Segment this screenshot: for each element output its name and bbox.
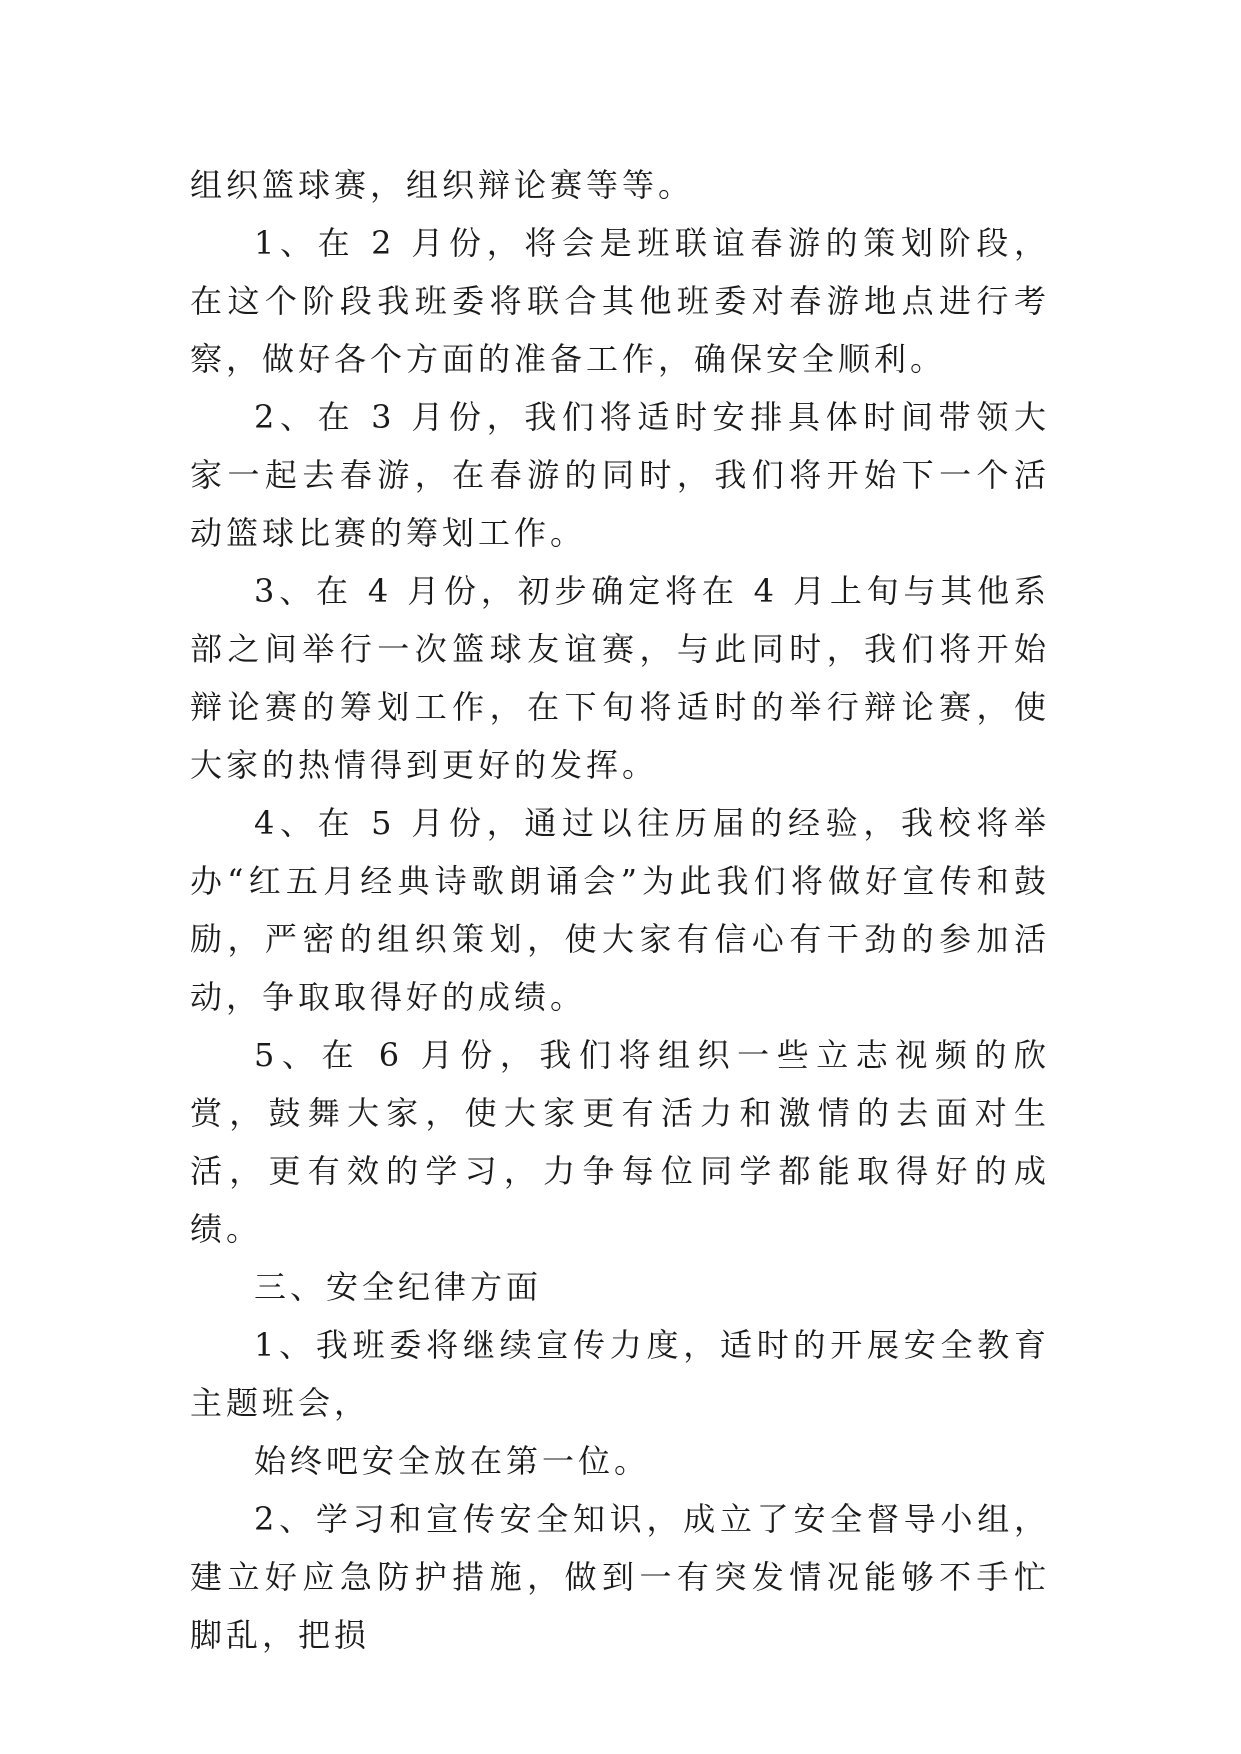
paragraph-4: 3、在 4 月份，初步确定将在 4 月上旬与其他系部之间举行一次篮球友谊赛，与此同时，我们将开始辩论赛的筹划工作，在下旬将适时的举行辩论赛，使大家的热情得到更好的发挥。 [190, 572, 1050, 784]
section-heading: 三、安全纪律方面 [254, 1268, 543, 1306]
paragraph-2: 1、在 2 月份，将会是班联谊春游的策划阶段，在这个阶段我班委将联合其他班委对春游地点进行考察，做好各个方面的准备工作，确保安全顺利。 [190, 224, 1050, 378]
paragraph-6: 5、在 6 月份，我们将组织一些立志视频的欣赏，鼓舞大家，使大家更有活力和激情的去面对生活，更有效的学习，力争每位同学都能取得好的成绩。 [190, 1036, 1050, 1248]
paragraph-1: 组织篮球赛，组织辩论赛等等。 [190, 166, 695, 204]
paragraph-5: 4、在 5 月份，通过以往历届的经验，我校将举办“红五月经典诗歌朗诵会”为此我们将做好宣传和鼓励，严密的组织策划，使大家有信心有干劲的参加活动，争取取得好的成绩。 [190, 804, 1050, 1016]
paragraph-3: 2、在 3 月份，我们将适时安排具体时间带领大家一起去春游，在春游的同时，我们将开始下一个活动篮球比赛的筹划工作。 [190, 398, 1050, 552]
paragraph-10: 2、学习和宣传安全知识，成立了安全督导小组，建立好应急防护措施，做到一有突发情况能够不手忙脚乱，把损 [190, 1500, 1050, 1654]
paragraph-8: 1、我班委将继续宣传力度，适时的开展安全教育主题班会， [190, 1326, 1050, 1422]
paragraph-9: 始终吧安全放在第一位。 [254, 1442, 651, 1480]
document-body [190, 156, 1050, 1664]
